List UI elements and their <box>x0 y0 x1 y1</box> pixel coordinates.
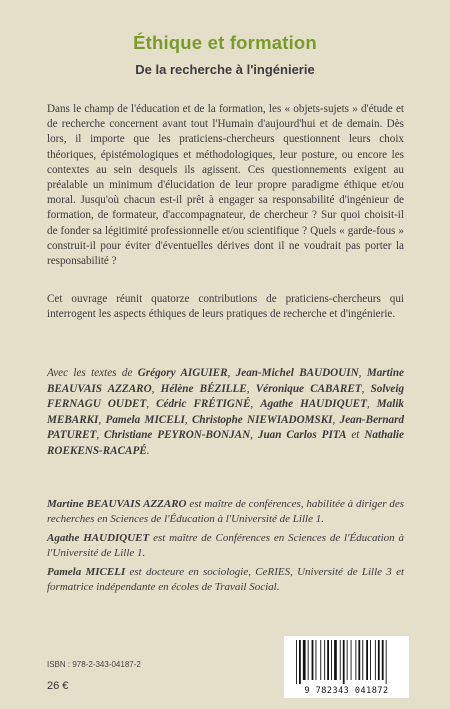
contributor-name: Jean-Michel BAUDOUIN <box>235 367 359 379</box>
author-bio-text: est maître de conférences, habilitée à diriger des recherches en Sciences de l'Éducation à l'Université de Lille 1. <box>47 498 404 525</box>
contributor-name: Solveig FERNAGU OUDET <box>47 382 405 411</box>
author-bio-text: est docteure en sociologie, CeRIES, Université de Lille 3 et formatrice indépendante en écoles de Travail Social. <box>47 566 405 593</box>
barcode-bar <box>362 640 363 680</box>
contributor-name: Véronique CABARET <box>255 382 362 395</box>
barcode-bar <box>366 640 368 680</box>
barcode-bar <box>320 640 321 680</box>
price-label: 26 € <box>47 680 69 692</box>
barcode-bar <box>327 640 329 680</box>
barcode-bar <box>316 640 317 680</box>
barcode-bar <box>358 640 360 680</box>
contributor-name: Martine BEAUVAIS AZZARO <box>47 367 404 395</box>
barcode-bar <box>386 640 387 684</box>
barcode-bar <box>324 640 325 680</box>
contributor-name: Juan Carlos PITA <box>257 429 347 442</box>
contributor-name: Jean-Bernard PATURET <box>47 413 405 442</box>
author-bio <box>47 565 404 594</box>
author-bio <box>47 497 404 526</box>
barcode-bar <box>296 640 297 684</box>
author-bio <box>47 531 404 560</box>
contributor-name: Grégory AIGUIER <box>137 367 228 379</box>
barcode-bar <box>378 640 380 680</box>
author-name: Agathe HAUDIQUET <box>47 532 150 545</box>
barcode-bar <box>340 640 341 680</box>
barcode-bars <box>294 640 400 684</box>
barcode-bar <box>375 640 376 680</box>
book-subtitle: De la recherche à l'ingénierie <box>135 62 315 77</box>
barcode-bar <box>370 640 371 680</box>
contributors-intro: Avec les textes de <box>47 367 133 379</box>
barcode-digits: 9 782343 041872 <box>304 686 389 696</box>
contributor-name: Cédric FRÉTIGNÉ <box>156 398 251 411</box>
contributor-name: Agathe HAUDIQUET <box>260 398 367 411</box>
contributor-name: Pamela MICELI <box>105 413 185 426</box>
author-name: Martine BEAUVAIS AZZARO <box>47 498 187 510</box>
contributor-name: Malik MEBARKI <box>47 398 404 426</box>
barcode-bar <box>331 640 332 680</box>
barcode-bar <box>299 640 301 684</box>
author-bio-text: est maître de Conférences en Sciences de l'Éducation à l'Université de Lille 1. <box>47 532 404 559</box>
contributor-name: Hélène BÉZILLE <box>160 382 247 395</box>
barcode-bar <box>312 640 314 680</box>
barcode-bar <box>303 640 306 680</box>
book-title: Éthique et formation <box>133 32 317 53</box>
barcode-bar <box>347 640 348 680</box>
barcode-bar <box>308 640 309 680</box>
contributor-name: Nathalie ROEKENS-RACAPÉ <box>47 429 404 457</box>
contributors-paragraph: Avec les textes de Grégory AIGUIER, Jean-Michel BAUDOUIN, Martine BEAUVAIS AZZARO, Hélène BÉZILLE, Véronique CABARET, Solveig FERNAGU OUDET, Cédric FRÉTIGNÉ, Agathe HAUDIQUET, Malik MEBARKI, Pamela MICELI, Christophe NIEWIADOMSKI, Jean-Bernard PATURET, Christiane PEYRON-BONJAN, Juan Carlos PITA et Nathalie ROEKENS-RACAPÉ. <box>47 367 405 457</box>
author-bios <box>47 497 404 600</box>
author-name: Pamela MICELI <box>47 566 126 579</box>
contributors-conjunction: et <box>351 429 360 442</box>
barcode-bar <box>355 640 356 680</box>
barcode-bar <box>343 640 345 684</box>
abstract-paragraph: Dans le champ de l'éducation et de la formation, les « objets-sujets » d'étude et de recherche concernent avant tout l'Humain d'aujourd'hui et de demain. Dès lors, il importe que les praticiens-chercheurs questionnent leurs choix théoriques, épistémologiques et méthodologiques, leur posture, ou encore les contextes au sein desquels ils agissent. Ces questionnements exigent au préalable un minimum d'élucidation de leur propre paradigme éthique et/ou moral. Jusqu'où chacun est-il prêt à engager sa responsabilité d'ingénieur de formation, de formateur, d'accompagnateur, de chercheur ? Sur quoi choisit-il de fonder sa légitimité professionnelle et/ou scientifique ? Quels « garde-fous » construit-il pour éviter d'éventuelles dérives dont il ne voudrait pas porter la responsabilité ? <box>47 103 404 268</box>
barcode <box>284 636 409 698</box>
isbn-label: ISBN : 978-2-343-04187-2 <box>47 660 141 669</box>
summary-paragraph: Cet ouvrage réunit quatorze contributions de praticiens-chercheurs qui interrogent les aspects éthiques de leurs pratiques de recherche et d'ingénierie. <box>47 293 404 321</box>
contributor-name: Christophe NIEWIADOMSKI <box>191 413 333 426</box>
barcode-bar <box>334 640 337 680</box>
barcode-bar <box>351 640 352 680</box>
contributor-name: Christiane PEYRON-BONJAN <box>104 429 251 442</box>
barcode-bar <box>382 640 384 680</box>
